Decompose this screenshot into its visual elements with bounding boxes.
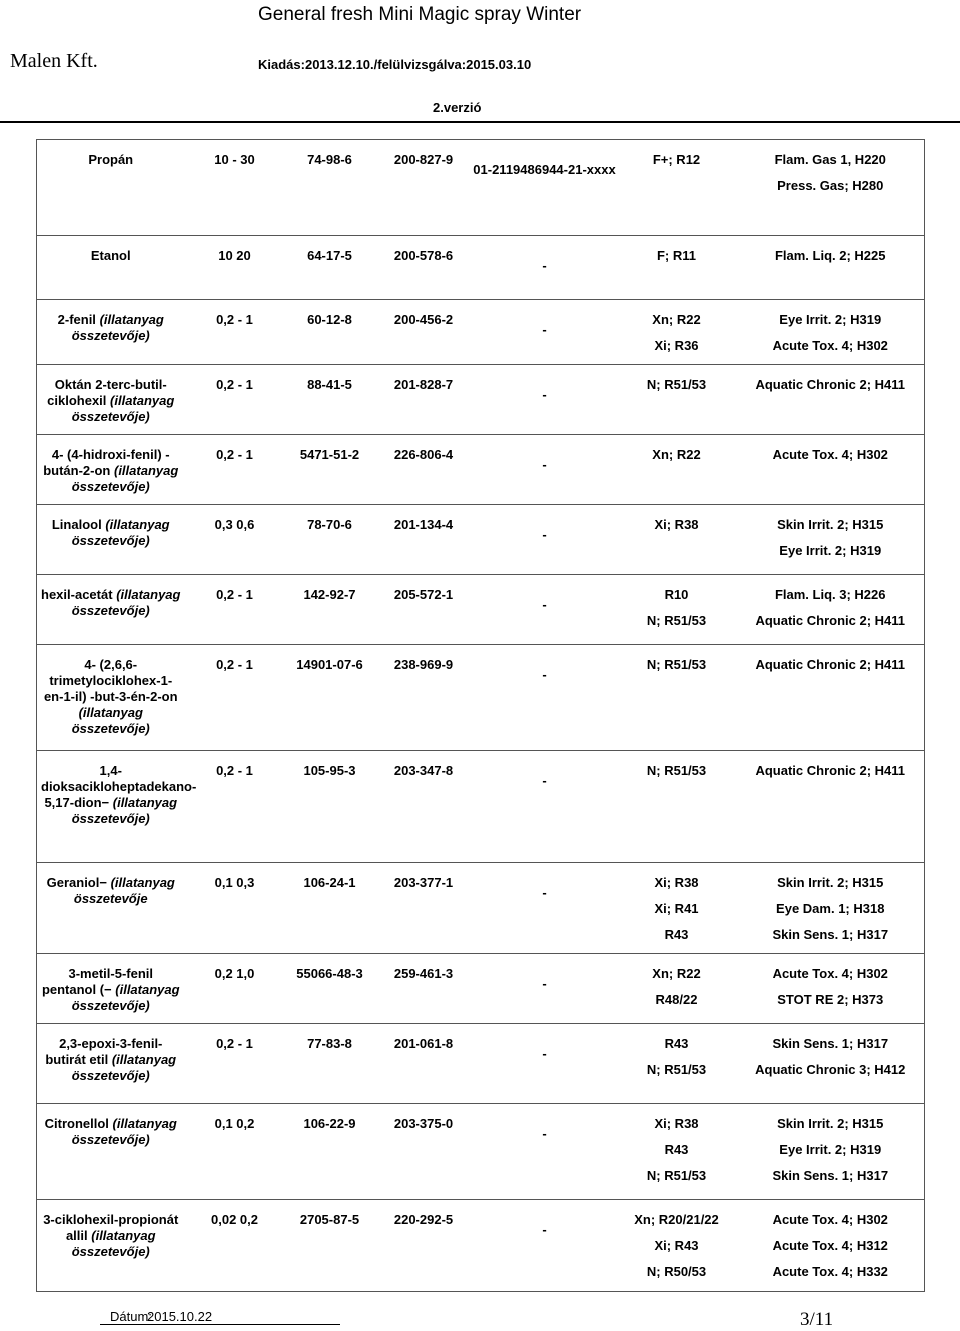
clp-classification: Acute Tox. 4; H302 — [772, 966, 888, 981]
ec-number-cell — [375, 751, 473, 863]
component-name — [37, 751, 197, 831]
dsd-classification-cell — [617, 1024, 737, 1104]
component-name-cell — [37, 505, 185, 575]
concentration-cell — [185, 575, 285, 645]
ec-number-cell — [375, 300, 473, 365]
concentration: 0,2 - 1 — [216, 587, 253, 602]
ec-number-cell — [375, 645, 473, 751]
clp-classification: Flam. Liq. 2; H225 — [774, 248, 886, 263]
dsd-classification: Xn; R22 — [652, 312, 701, 327]
clp-classification: Acute Tox. 4; H302 — [772, 338, 888, 353]
dsd-classification-cell — [617, 140, 737, 236]
company-name: Malen Kft. — [10, 50, 98, 72]
cas-number-cell — [285, 236, 375, 300]
table-row — [37, 1104, 925, 1200]
concentration: 0,2 - 1 — [216, 763, 253, 778]
cas-number: 78-70-6 — [307, 517, 352, 532]
cas-number: 74-98-6 — [307, 152, 352, 167]
ec-number: 200-578-6 — [393, 248, 454, 263]
reach-number: - — [542, 773, 547, 788]
component-name-text: Linalool — [51, 517, 102, 532]
clp-classification: Skin Sens. 1; H317 — [772, 1168, 889, 1183]
version-label: 2.verzió — [433, 100, 482, 115]
component-name-note: (illatanyag összetevője) — [71, 1052, 177, 1083]
reach-number-cell — [473, 505, 617, 575]
clp-classification: STOT RE 2; H373 — [777, 992, 884, 1007]
cas-number: 88-41-5 — [307, 377, 352, 392]
table-row — [37, 1200, 925, 1292]
table-row — [37, 140, 925, 236]
reach-number: 01-2119486944-21-xxxx — [473, 162, 616, 177]
component-name — [37, 645, 185, 741]
table-row — [37, 645, 925, 751]
component-name-cell — [37, 1104, 185, 1200]
ec-number: 201-061-8 — [393, 1036, 454, 1051]
reach-number: - — [542, 597, 547, 612]
component-name-text: 2-fenil — [57, 312, 96, 327]
cas-number-cell — [285, 1104, 375, 1200]
component-name-text: Geraniol− — [46, 875, 107, 890]
clp-classification-cell — [737, 751, 925, 863]
component-name — [37, 1024, 185, 1088]
concentration-cell — [185, 751, 285, 863]
reach-number: - — [542, 1222, 547, 1237]
clp-classification: Skin Sens. 1; H317 — [772, 927, 889, 942]
ec-number: 259-461-3 — [393, 966, 454, 981]
cas-number: 106-22-9 — [303, 1116, 356, 1131]
dsd-classification: F+; R12 — [652, 152, 701, 167]
concentration-cell — [185, 1200, 285, 1292]
component-name — [37, 1104, 185, 1152]
clp-classification: Aquatic Chronic 2; H411 — [755, 377, 906, 392]
cas-number: 77-83-8 — [307, 1036, 352, 1051]
reach-number-cell — [473, 300, 617, 365]
ec-number-cell — [375, 140, 473, 236]
clp-classification: Skin Irrit. 2; H315 — [777, 875, 884, 890]
clp-classification: Acute Tox. 4; H302 — [772, 447, 888, 462]
cas-number-cell — [285, 863, 375, 954]
cas-number: 60-12-8 — [307, 312, 352, 327]
reach-number-cell — [473, 435, 617, 505]
concentration: 10 20 — [218, 248, 251, 263]
dsd-classification: Xn; R20/21/22 — [634, 1212, 719, 1227]
reach-number: - — [542, 667, 547, 682]
footer-divider — [100, 1324, 340, 1325]
reach-number-cell — [473, 645, 617, 751]
cas-number-cell — [285, 751, 375, 863]
dsd-classification-cell — [617, 1104, 737, 1200]
dsd-classification-cell — [617, 645, 737, 751]
clp-classification-cell — [737, 236, 925, 300]
concentration-cell — [185, 435, 285, 505]
concentration-cell — [185, 140, 285, 236]
reach-number: - — [542, 387, 547, 402]
concentration: 0,2 - 1 — [216, 447, 253, 462]
clp-classification-cell — [737, 863, 925, 954]
cas-number: 64-17-5 — [307, 248, 352, 263]
dsd-classification: N; R51/53 — [646, 1062, 707, 1077]
dsd-classification-cell — [617, 575, 737, 645]
component-name-note: (illatanyag összetevője — [73, 875, 175, 906]
reach-number-cell — [473, 140, 617, 236]
concentration-cell — [185, 365, 285, 435]
component-name-text: 3-metil-5-fenil pentanol (− — [41, 966, 153, 997]
concentration-cell — [185, 863, 285, 954]
dsd-classification-cell — [617, 1200, 737, 1292]
reach-number-cell — [473, 954, 617, 1024]
dsd-classification-cell — [617, 505, 737, 575]
ec-number-cell — [375, 1024, 473, 1104]
dsd-classification: Xi; R38 — [654, 875, 699, 890]
ec-number-cell — [375, 1200, 473, 1292]
component-name-text: 4- (4-hidroxi-fenil) - bután-2-on — [43, 447, 170, 478]
concentration: 0,2 1,0 — [214, 966, 255, 981]
component-name-note: (illatanyag összetevője) — [71, 1116, 177, 1147]
dsd-classification: Xi; R41 — [654, 901, 699, 916]
component-name-note: (illatanyag összetevője) — [71, 795, 178, 826]
components-table-body — [37, 140, 925, 1292]
ec-number: 220-292-5 — [393, 1212, 454, 1227]
header-divider — [0, 121, 960, 123]
component-name-text: 2,3-epoxi-3-fenil-butirát etil — [45, 1036, 163, 1067]
component-name — [37, 140, 185, 172]
concentration: 0,2 - 1 — [216, 377, 253, 392]
dsd-classification: N; R51/53 — [646, 377, 707, 392]
reach-number: - — [542, 322, 547, 337]
clp-classification-cell — [737, 300, 925, 365]
reach-number-cell — [473, 1200, 617, 1292]
ec-number-cell — [375, 435, 473, 505]
cas-number-cell — [285, 140, 375, 236]
dsd-classification: R43 — [664, 1142, 689, 1157]
clp-classification: Eye Irrit. 2; H319 — [779, 1142, 882, 1157]
clp-classification-cell — [737, 1104, 925, 1200]
cas-number: 2705-87-5 — [299, 1212, 360, 1227]
footer-date: 2015.10.22 — [147, 1309, 213, 1324]
clp-classification-cell — [737, 435, 925, 505]
component-name-cell — [37, 751, 197, 863]
clp-classification-cell — [737, 1024, 925, 1104]
component-name-note: (illatanyag összetevője) — [71, 312, 164, 343]
ec-number-cell — [375, 863, 473, 954]
reach-number: - — [542, 885, 547, 900]
table-row — [37, 505, 925, 575]
ec-number-cell — [375, 505, 473, 575]
reach-number-cell — [473, 1024, 617, 1104]
component-name-cell — [37, 365, 185, 435]
dsd-classification: Xi; R43 — [654, 1238, 699, 1253]
clp-classification-cell — [737, 575, 925, 645]
clp-classification-cell — [737, 1200, 925, 1292]
component-name — [37, 575, 185, 623]
dsd-classification-cell — [617, 863, 737, 954]
reach-number-cell — [473, 575, 617, 645]
concentration: 10 - 30 — [214, 152, 255, 167]
reach-number: - — [542, 527, 547, 542]
concentration: 0,1 0,3 — [214, 875, 255, 890]
clp-classification: Acute Tox. 4; H312 — [772, 1238, 888, 1253]
clp-classification: Aquatic Chronic 2; H411 — [755, 613, 906, 628]
concentration-cell — [185, 1024, 285, 1104]
clp-classification: Press. Gas; H280 — [777, 178, 884, 193]
component-name-text: 1,4-dioksacikloheptadekano-5,17-dion− — [41, 763, 197, 810]
cas-number-cell — [285, 954, 375, 1024]
concentration-cell — [185, 1104, 285, 1200]
component-name-text: Etanol — [90, 248, 131, 263]
page-number: 3/11 — [800, 1309, 834, 1330]
component-name-text: hexil-acetát — [41, 587, 113, 602]
dsd-classification: N; R51/53 — [646, 657, 707, 672]
component-name-note: (illatanyag összetevője) — [71, 463, 179, 494]
reach-number-cell — [473, 236, 617, 300]
component-name-cell — [37, 236, 185, 300]
ec-number: 203-375-0 — [393, 1116, 454, 1131]
document-title: General fresh Mini Magic spray Winter — [258, 4, 582, 25]
table-row — [37, 300, 925, 365]
dsd-classification: R43 — [664, 1036, 689, 1051]
concentration: 0,2 - 1 — [216, 1036, 253, 1051]
cas-number: 5471-51-2 — [299, 447, 360, 462]
reach-number: - — [542, 457, 547, 472]
component-name — [37, 954, 185, 1018]
ec-number: 201-134-4 — [393, 517, 454, 532]
concentration: 0,02 0,2 — [211, 1212, 258, 1227]
component-name — [37, 300, 185, 348]
ec-number: 203-347-8 — [393, 763, 454, 778]
reach-number-cell — [473, 1104, 617, 1200]
clp-classification: Eye Dam. 1; H318 — [776, 901, 885, 916]
clp-classification: Flam. Gas 1, H220 — [774, 152, 886, 167]
table-row — [37, 751, 925, 863]
concentration-cell — [185, 505, 285, 575]
dsd-classification: Xn; R22 — [652, 966, 701, 981]
cas-number-cell — [285, 300, 375, 365]
dsd-classification-cell — [617, 954, 737, 1024]
component-name-cell — [37, 1200, 185, 1292]
reach-number: - — [542, 258, 547, 273]
dsd-classification: Xi; R38 — [654, 517, 699, 532]
cas-number-cell — [285, 645, 375, 751]
dsd-classification: N; R50/53 — [646, 1264, 707, 1279]
cas-number: 55066-48-3 — [296, 966, 363, 981]
cas-number-cell — [285, 365, 375, 435]
table-row — [37, 954, 925, 1024]
component-name — [37, 1200, 185, 1264]
dsd-classification-cell — [617, 751, 737, 863]
dsd-classification: N; R51/53 — [646, 763, 707, 778]
dsd-classification: Xi; R38 — [654, 1116, 699, 1131]
clp-classification: Aquatic Chronic 2; H411 — [755, 763, 906, 778]
clp-classification: Flam. Liq. 3; H226 — [774, 587, 886, 602]
component-name-cell — [37, 140, 185, 236]
clp-classification: Acute Tox. 4; H332 — [772, 1264, 888, 1279]
dsd-classification: N; R51/53 — [646, 1168, 707, 1183]
concentration: 0,3 0,6 — [214, 517, 255, 532]
issue-date: Kiadás:2013.12.10./felülvizsgálva:2015.03.10 — [258, 57, 532, 72]
concentration: 0,2 - 1 — [216, 312, 253, 327]
component-name-text: Citronellol — [44, 1116, 109, 1131]
dsd-classification-cell — [617, 300, 737, 365]
cas-number: 106-24-1 — [303, 875, 356, 890]
component-name-note: (illatanyag összetevője) — [71, 393, 175, 424]
dsd-classification: R48/22 — [655, 992, 698, 1007]
ec-number: 238-969-9 — [393, 657, 454, 672]
component-name-note: (illatanyag összetevője) — [71, 1228, 156, 1259]
reach-number: - — [542, 1046, 547, 1061]
dsd-classification: F; R11 — [656, 248, 696, 263]
cas-number: 14901-07-6 — [296, 657, 363, 672]
ec-number: 200-456-2 — [393, 312, 454, 327]
clp-classification: Skin Irrit. 2; H315 — [777, 1116, 884, 1131]
component-name — [37, 365, 185, 429]
dsd-classification-cell — [617, 236, 737, 300]
component-name-note: (illatanyag összetevője) — [71, 517, 170, 548]
component-name-text: Oktán 2-terc-butil-ciklohexil — [47, 377, 167, 408]
concentration: 0,2 - 1 — [216, 657, 253, 672]
cas-number-cell — [285, 575, 375, 645]
component-name-text: 3-ciklohexil-propionát allil — [43, 1212, 179, 1243]
clp-classification-cell — [737, 954, 925, 1024]
ec-number: 201-828-7 — [393, 377, 454, 392]
cas-number-cell — [285, 505, 375, 575]
dsd-classification: Xn; R22 — [652, 447, 701, 462]
ec-number: 205-572-1 — [393, 587, 454, 602]
table-row — [37, 575, 925, 645]
dsd-classification: R10 — [664, 587, 689, 602]
component-name-note: (illatanyag összetevője) — [71, 982, 180, 1013]
reach-number-cell — [473, 863, 617, 954]
clp-classification: Skin Sens. 1; H317 — [772, 1036, 889, 1051]
cas-number-cell — [285, 1024, 375, 1104]
table-row — [37, 1024, 925, 1104]
component-name-cell — [37, 954, 185, 1024]
component-name-cell — [37, 435, 185, 505]
reach-number: - — [542, 1126, 547, 1141]
cas-number-cell — [285, 435, 375, 505]
clp-classification-cell — [737, 365, 925, 435]
component-name-text: 4- (2,6,6-trimetylociklohex-1-en-1-il) -but-3-én-2-on — [43, 657, 178, 704]
concentration: 0,1 0,2 — [214, 1116, 255, 1131]
dsd-classification-cell — [617, 365, 737, 435]
dsd-classification: R43 — [664, 927, 689, 942]
clp-classification: Acute Tox. 4; H302 — [772, 1212, 888, 1227]
reach-number-cell — [473, 751, 617, 863]
clp-classification: Aquatic Chronic 2; H411 — [755, 657, 906, 672]
cas-number-cell — [285, 1200, 375, 1292]
concentration-cell — [185, 300, 285, 365]
dsd-classification: N; R51/53 — [646, 613, 707, 628]
components-table — [36, 139, 925, 1292]
component-name-cell — [37, 645, 185, 751]
ec-number-cell — [375, 575, 473, 645]
component-name-cell — [37, 863, 185, 954]
ec-number-cell — [375, 1104, 473, 1200]
cas-number: 105-95-3 — [303, 763, 356, 778]
table-row — [37, 435, 925, 505]
ec-number-cell — [375, 365, 473, 435]
table-row — [37, 365, 925, 435]
component-name-note: (illatanyag összetevője) — [71, 705, 150, 736]
ec-number: 200-827-9 — [393, 152, 454, 167]
clp-classification: Aquatic Chronic 3; H412 — [755, 1062, 906, 1077]
component-name — [37, 863, 185, 911]
ec-number-cell — [375, 236, 473, 300]
component-name — [37, 236, 185, 268]
reach-number-cell — [473, 365, 617, 435]
concentration-cell — [185, 236, 285, 300]
component-name-cell — [37, 575, 185, 645]
table-row — [37, 863, 925, 954]
clp-classification-cell — [737, 505, 925, 575]
clp-classification: Skin Irrit. 2; H315 — [777, 517, 884, 532]
concentration-cell — [185, 954, 285, 1024]
footer-date-label: Dátum: — [110, 1309, 152, 1324]
dsd-classification: Xi; R36 — [654, 338, 699, 353]
ec-number: 203-377-1 — [393, 875, 454, 890]
table-row — [37, 236, 925, 300]
concentration-cell — [185, 645, 285, 751]
component-name — [37, 435, 185, 499]
clp-classification-cell — [737, 140, 925, 236]
clp-classification: Eye Irrit. 2; H319 — [779, 543, 882, 558]
ec-number-cell — [375, 954, 473, 1024]
component-name — [37, 505, 185, 553]
cas-number: 142-92-7 — [303, 587, 356, 602]
component-name-text: Propán — [88, 152, 134, 167]
reach-number: - — [542, 976, 547, 991]
ec-number: 226-806-4 — [393, 447, 454, 462]
component-name-cell — [37, 300, 185, 365]
dsd-classification-cell — [617, 435, 737, 505]
component-name-cell — [37, 1024, 185, 1104]
clp-classification-cell — [737, 645, 925, 751]
component-name-note: (illatanyag összetevője) — [71, 587, 181, 618]
clp-classification: Eye Irrit. 2; H319 — [779, 312, 882, 327]
